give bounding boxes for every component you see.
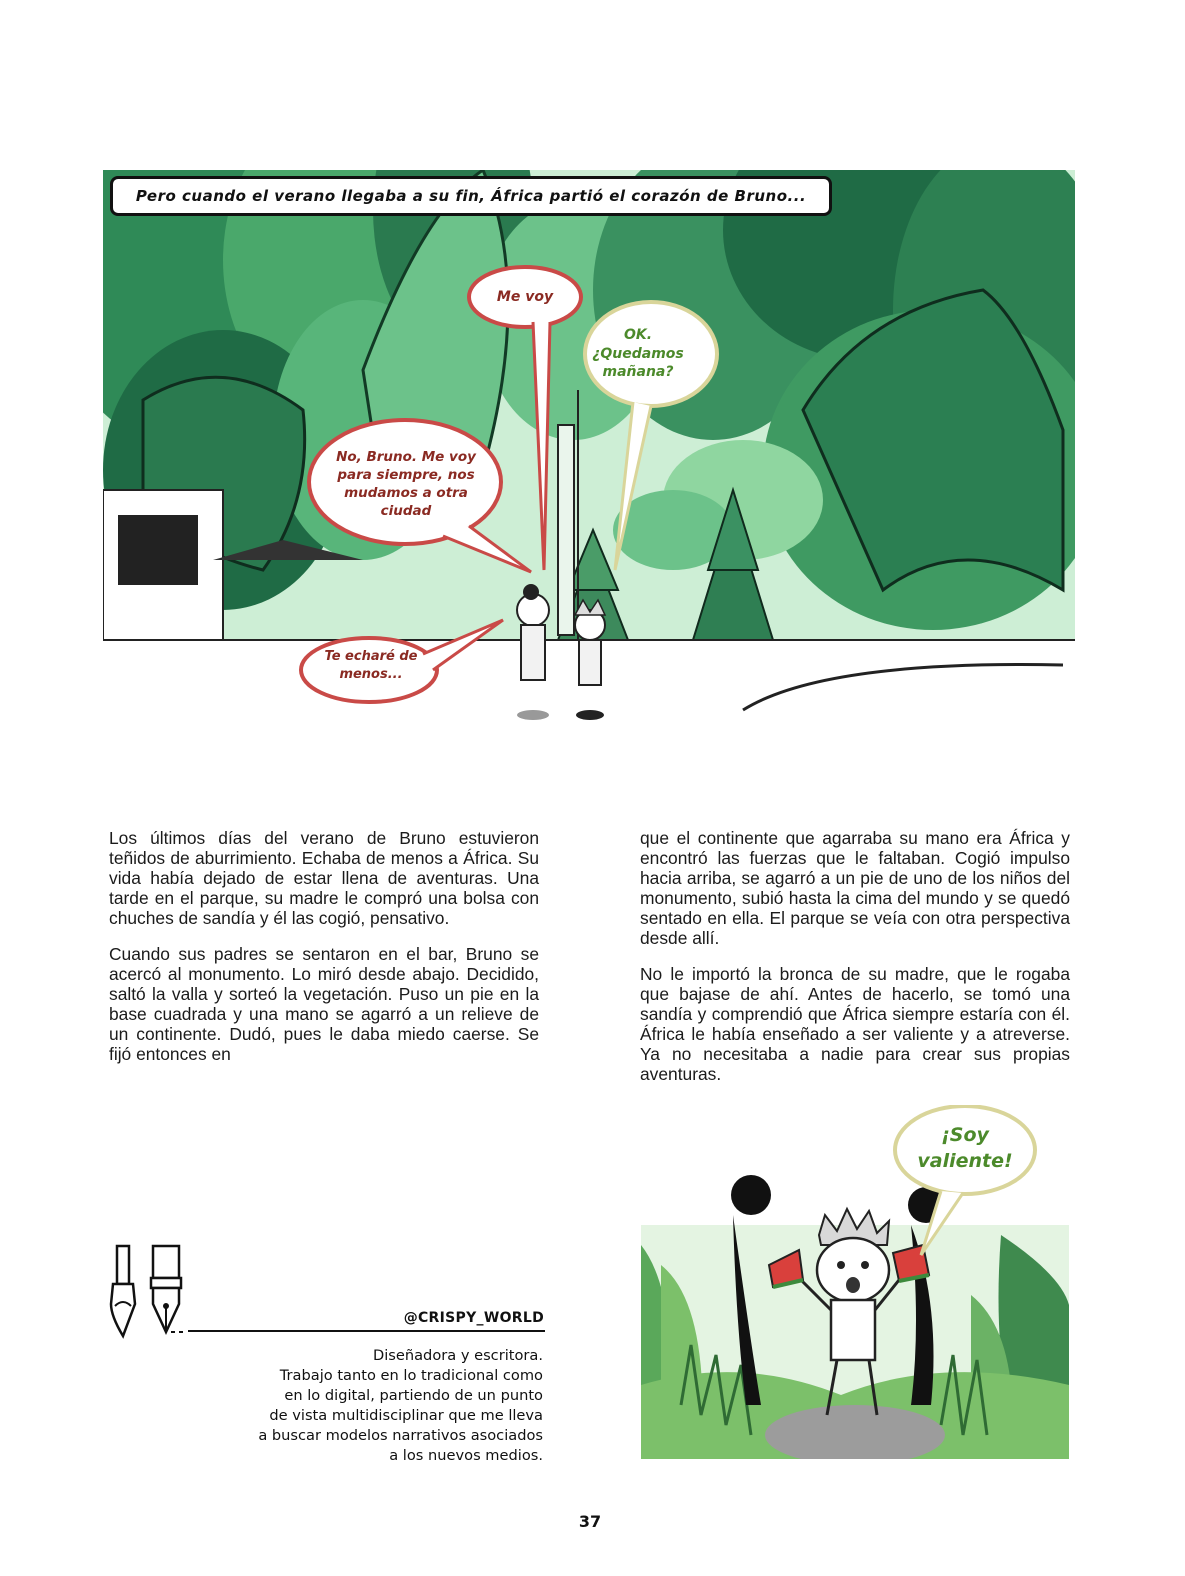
article-paragraph: Los últimos días del verano de Bruno estuvieron teñidos de aburrimiento. Echaba de menos a África. Su vida había dejado de estar llena de aventuras. Una tarde en el parque, su madre le compró una bolsa con chuches de sandía y él las cogió, pensativo. [109, 828, 539, 928]
page-number: 37 [578, 1512, 602, 1531]
park-scene-illustration [103, 170, 1075, 720]
author-bio-line: Diseñadora y escritora. [372, 1347, 543, 1364]
author-divider [188, 1330, 545, 1332]
article-paragraph: Cuando sus padres se sentaron en el bar, Bruno se acercó al monumento. Lo miró desde abajo. Decidido, saltó la valla y sorteó la vegetación. Puso un pie en la base cuadrada y una mano se agarró a un relieve de un continente. Dudó, pues le daba miedo caerse. Se fijó entonces en [109, 944, 539, 1064]
article-paragraph: No le importó la bronca de su madre, que le rogaba que bajase de ahí. Antes de hacerlo, se tomó una sandía y comprendió que África siempre estaría con él. África le había enseñado a ser valiente y a atreverse. Ya no necesitaba a nadie para crear sus propias aventuras. [640, 964, 1070, 1084]
author-bio [200, 1346, 543, 1466]
author-handle: @CRISPY_WORLD [403, 1310, 544, 1326]
author-bio-line: Trabajo tanto en lo tradicional como [279, 1367, 543, 1384]
article-column-left [109, 828, 539, 1080]
narration-caption: Pero cuando el verano llegaba a su fin, África partió el corazón de Bruno... [110, 176, 832, 216]
author-bio-line: en lo digital, partiendo de un punto [284, 1387, 543, 1404]
article-column-right [640, 828, 1070, 1100]
article-paragraph: que el continente que agarraba su mano era África y encontró las fuerzas que le faltaban. Cogió impulso hacia arriba, se agarró a un pie de uno de los niños del monumento, subió hasta la cima del mundo y se quedó sentado en ella. El parque se veía con otra perspectiva desde allí. [640, 828, 1070, 948]
comic-panel-top [103, 170, 1075, 720]
speech-bubble-me-voy: Me voy [496, 288, 554, 305]
author-bio-line: de vista multidisciplinar que me lleva [269, 1407, 543, 1424]
fountain-pen-icon [151, 1246, 181, 1332]
speech-bubble-quedamos: OK. ¿Quedamos mañana? [592, 326, 684, 381]
brush-icon [111, 1246, 135, 1336]
author-bio-line: a los nuevos medios. [389, 1447, 543, 1464]
author-bio-line: a buscar modelos narrativos asociados [258, 1427, 543, 1444]
speech-bubble-soy-valiente: ¡Soy valiente! [917, 1124, 1013, 1172]
speech-bubble-me-voy-para-siempre: No, Bruno. Me voy para siempre, nos mudamos a otra ciudad [336, 448, 476, 520]
author-icons [105, 1244, 185, 1343]
speech-bubble-te-echare-de-menos: Te echaré de menos... [324, 649, 418, 682]
